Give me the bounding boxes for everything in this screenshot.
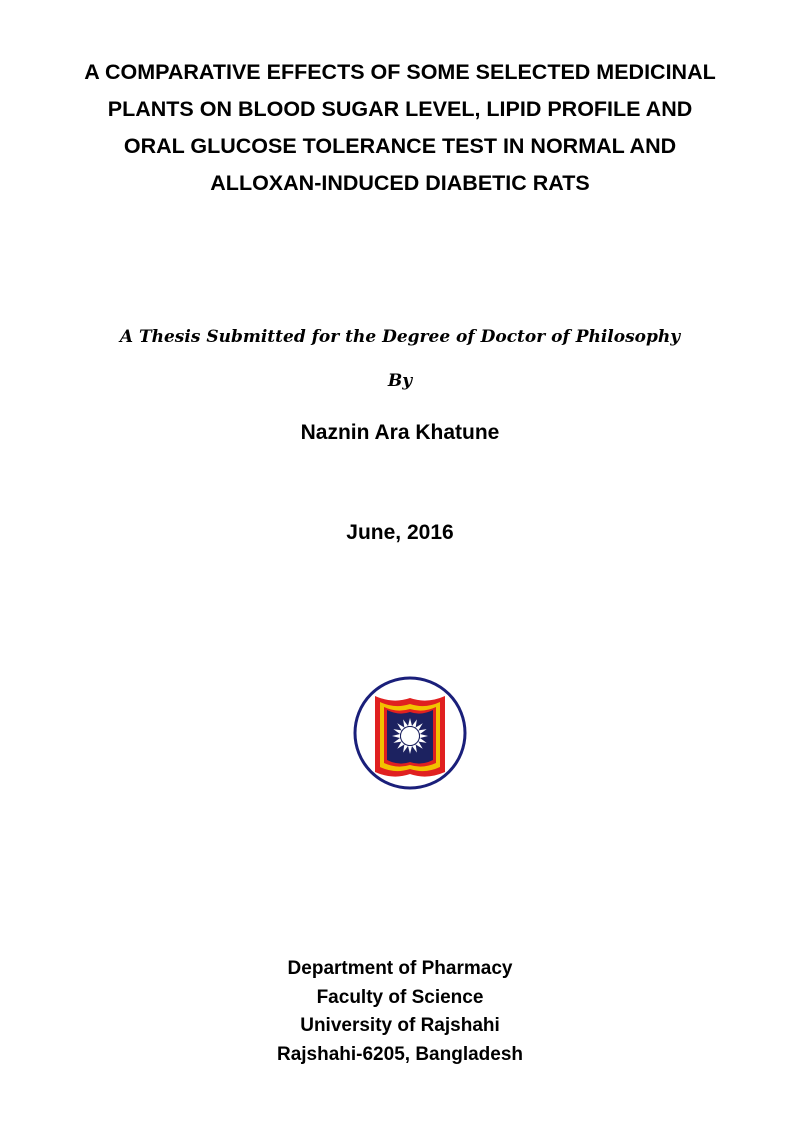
author-name: Naznin Ara Khatune	[300, 421, 500, 444]
department: Department of Pharmacy	[287, 958, 513, 979]
title-line-3: ORAL GLUCOSE TOLERANCE TEST IN NORMAL AND	[123, 134, 677, 158]
by-label: By	[387, 371, 413, 391]
title-line-1: A COMPARATIVE EFFECTS OF SOME SELECTED MEDICINAL	[84, 60, 716, 84]
submission-date: June, 2016	[346, 521, 454, 544]
university-seal-icon	[353, 676, 467, 790]
submission-statement: A Thesis Submitted for the Degree of Doctor of Philosophy	[119, 327, 681, 347]
title-line-2: PLANTS ON BLOOD SUGAR LEVEL, LIPID PROFILE AND	[107, 97, 693, 121]
address: Rajshahi-6205, Bangladesh	[276, 1043, 524, 1065]
affiliation-block	[40, 955, 760, 1069]
university: University of Rajshahi	[300, 1015, 500, 1036]
title-line-4: ALLOXAN-INDUCED DIABETIC RATS	[210, 171, 590, 195]
faculty: Faculty of Science	[316, 986, 484, 1008]
thesis-title	[40, 54, 760, 202]
